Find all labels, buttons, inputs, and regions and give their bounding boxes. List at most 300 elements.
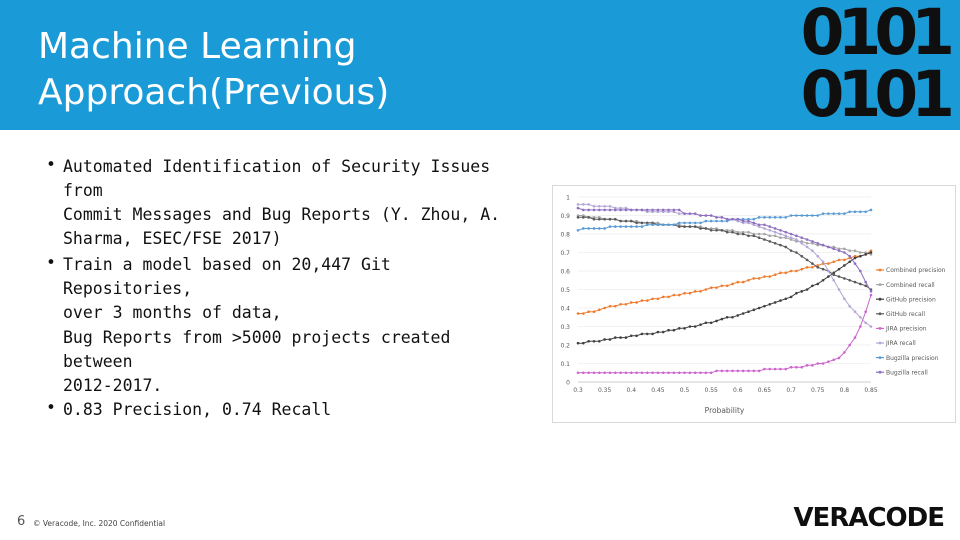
data-point bbox=[737, 281, 740, 284]
data-point bbox=[848, 305, 851, 308]
legend-marker bbox=[879, 327, 882, 330]
data-point bbox=[630, 334, 633, 337]
data-point bbox=[742, 220, 745, 223]
series-line bbox=[578, 251, 871, 314]
data-point bbox=[646, 371, 649, 374]
data-point bbox=[721, 318, 724, 321]
data-point bbox=[864, 281, 867, 284]
data-point bbox=[699, 222, 702, 225]
data-point bbox=[763, 227, 766, 230]
data-point bbox=[790, 270, 793, 273]
data-point bbox=[811, 240, 814, 243]
series-line bbox=[578, 295, 871, 373]
data-point bbox=[657, 209, 660, 212]
data-point bbox=[800, 268, 803, 271]
bullet-marker: • bbox=[46, 155, 56, 174]
data-point bbox=[694, 212, 697, 215]
data-point bbox=[758, 223, 761, 226]
data-point bbox=[811, 214, 814, 217]
data-point bbox=[779, 244, 782, 247]
series-line bbox=[578, 253, 871, 344]
data-point bbox=[870, 294, 873, 297]
data-point bbox=[774, 242, 777, 245]
copyright-text: © Veracode, Inc. 2020 Confidential bbox=[33, 519, 166, 528]
data-point bbox=[710, 371, 713, 374]
data-point bbox=[758, 233, 761, 236]
data-point bbox=[609, 305, 612, 308]
data-point bbox=[625, 209, 628, 212]
data-point bbox=[630, 225, 633, 228]
data-point bbox=[614, 209, 617, 212]
data-point bbox=[790, 233, 793, 236]
data-point bbox=[753, 222, 756, 225]
data-point bbox=[699, 371, 702, 374]
y-axis-ticks bbox=[560, 195, 570, 387]
data-point bbox=[859, 255, 862, 258]
data-point bbox=[790, 296, 793, 299]
data-point bbox=[864, 310, 867, 313]
data-point bbox=[859, 211, 862, 214]
y-tick-label: 0.6 bbox=[560, 268, 570, 276]
x-tick-label: 0.35 bbox=[597, 387, 612, 394]
data-point bbox=[694, 225, 697, 228]
data-point bbox=[710, 220, 713, 223]
data-point bbox=[843, 259, 846, 262]
data-point bbox=[731, 370, 734, 373]
data-point bbox=[806, 364, 809, 367]
x-tick-label: 0.45 bbox=[651, 387, 665, 394]
data-point bbox=[790, 236, 793, 239]
data-point bbox=[619, 303, 622, 306]
data-point bbox=[747, 279, 750, 282]
legend-label: Combined precision bbox=[886, 267, 946, 275]
data-point bbox=[678, 212, 681, 215]
data-point bbox=[614, 305, 617, 308]
data-point bbox=[822, 268, 825, 271]
data-point bbox=[651, 371, 654, 374]
legend-marker bbox=[879, 371, 882, 374]
bullet-text: 0.83 Precision, 0.74 Recall bbox=[63, 400, 332, 419]
data-point bbox=[641, 371, 644, 374]
y-tick-label: 1 bbox=[566, 194, 570, 202]
data-point bbox=[705, 220, 708, 223]
data-point bbox=[784, 246, 787, 249]
legend-label: Bugzilla recall bbox=[886, 369, 928, 377]
data-point bbox=[854, 281, 857, 284]
data-point bbox=[598, 209, 601, 212]
data-point bbox=[784, 235, 787, 238]
data-point bbox=[641, 299, 644, 302]
data-point bbox=[609, 371, 612, 374]
chart-svg bbox=[553, 186, 955, 422]
data-point bbox=[763, 216, 766, 219]
data-point bbox=[795, 214, 798, 217]
series-line bbox=[578, 217, 871, 289]
data-point bbox=[747, 235, 750, 238]
legend-marker bbox=[879, 342, 882, 345]
data-point bbox=[753, 370, 756, 373]
data-point bbox=[641, 222, 644, 225]
data-point bbox=[582, 216, 585, 219]
y-tick-label: 0.8 bbox=[560, 231, 570, 239]
data-point bbox=[667, 223, 670, 226]
data-point bbox=[715, 229, 718, 232]
data-point bbox=[822, 260, 825, 263]
data-point bbox=[715, 320, 718, 323]
legend-label: JIRA precision bbox=[886, 325, 927, 333]
data-point bbox=[843, 264, 846, 267]
data-point bbox=[774, 227, 777, 230]
data-point bbox=[838, 259, 841, 262]
data-point bbox=[726, 218, 729, 221]
data-point bbox=[742, 312, 745, 315]
data-point bbox=[774, 231, 777, 234]
data-point bbox=[614, 225, 617, 228]
bullet-text: Train a model based on 20,447 Git Repositories, over 3 months of data, bbox=[63, 255, 391, 322]
y-tick-label: 0.5 bbox=[560, 287, 570, 294]
data-point bbox=[609, 205, 612, 208]
data-point bbox=[667, 329, 670, 332]
data-point bbox=[832, 248, 835, 251]
data-point bbox=[822, 212, 825, 215]
data-point bbox=[662, 209, 665, 212]
series-line bbox=[578, 208, 871, 291]
data-point bbox=[854, 211, 857, 214]
data-point bbox=[800, 236, 803, 239]
precision-recall-chart bbox=[552, 185, 956, 423]
data-point bbox=[800, 214, 803, 217]
data-point bbox=[790, 249, 793, 252]
bullet-item bbox=[48, 253, 528, 325]
x-tick-label: 0.55 bbox=[704, 387, 718, 394]
data-point bbox=[587, 203, 590, 206]
data-point bbox=[683, 371, 686, 374]
data-point bbox=[816, 362, 819, 365]
data-point bbox=[779, 299, 782, 302]
data-point bbox=[625, 220, 628, 223]
data-point bbox=[726, 231, 729, 234]
data-point bbox=[779, 233, 782, 236]
data-point bbox=[694, 325, 697, 328]
data-point bbox=[619, 220, 622, 223]
data-point bbox=[779, 236, 782, 239]
data-point bbox=[641, 225, 644, 228]
x-tick-label: 0.75 bbox=[811, 387, 825, 394]
data-point bbox=[731, 218, 734, 221]
data-point bbox=[593, 310, 596, 313]
data-point bbox=[587, 227, 590, 230]
data-point bbox=[827, 246, 830, 249]
y-tick-label: 0 bbox=[566, 379, 570, 387]
data-point bbox=[683, 222, 686, 225]
data-point bbox=[582, 371, 585, 374]
data-point bbox=[763, 233, 766, 236]
data-point bbox=[582, 312, 585, 315]
data-point bbox=[838, 275, 841, 278]
veracode-logo: VERACODE bbox=[793, 503, 944, 533]
legend-marker bbox=[879, 312, 882, 315]
data-point bbox=[630, 371, 633, 374]
data-point bbox=[710, 286, 713, 289]
series-combined-precision bbox=[577, 249, 873, 315]
data-point bbox=[662, 223, 665, 226]
data-point bbox=[593, 205, 596, 208]
data-point bbox=[737, 218, 740, 221]
data-point bbox=[710, 214, 713, 217]
binary-graphic: 0101 0101 bbox=[800, 0, 948, 131]
data-point bbox=[667, 209, 670, 212]
data-point bbox=[667, 296, 670, 299]
y-tick-label: 0.1 bbox=[560, 361, 570, 368]
data-point bbox=[694, 222, 697, 225]
data-point bbox=[763, 368, 766, 371]
data-point bbox=[806, 266, 809, 269]
data-point bbox=[683, 327, 686, 330]
data-point bbox=[673, 371, 676, 374]
data-point bbox=[710, 229, 713, 232]
data-point bbox=[603, 227, 606, 230]
data-point bbox=[737, 233, 740, 236]
data-point bbox=[843, 248, 846, 251]
data-point bbox=[625, 336, 628, 339]
data-point bbox=[593, 371, 596, 374]
data-point bbox=[646, 333, 649, 336]
data-point bbox=[795, 366, 798, 369]
data-point bbox=[689, 222, 692, 225]
data-point bbox=[630, 301, 633, 304]
data-point bbox=[646, 299, 649, 302]
data-point bbox=[737, 370, 740, 373]
data-point bbox=[859, 325, 862, 328]
bullet-item bbox=[48, 326, 528, 398]
data-point bbox=[843, 277, 846, 280]
data-point bbox=[768, 235, 771, 238]
data-point bbox=[635, 371, 638, 374]
data-point bbox=[673, 329, 676, 332]
data-point bbox=[603, 307, 606, 310]
data-point bbox=[646, 223, 649, 226]
data-point bbox=[864, 285, 867, 288]
data-point bbox=[784, 216, 787, 219]
data-point bbox=[731, 316, 734, 319]
data-point bbox=[593, 218, 596, 221]
data-point bbox=[870, 325, 873, 328]
data-point bbox=[689, 325, 692, 328]
data-point bbox=[843, 251, 846, 254]
data-point bbox=[689, 292, 692, 295]
data-point bbox=[800, 242, 803, 245]
data-point bbox=[683, 225, 686, 228]
data-point bbox=[827, 275, 830, 278]
data-point bbox=[582, 209, 585, 212]
data-point bbox=[864, 211, 867, 214]
data-point bbox=[811, 249, 814, 252]
x-axis-label: Probability bbox=[704, 406, 745, 415]
data-point bbox=[848, 249, 851, 252]
data-point bbox=[635, 334, 638, 337]
data-point bbox=[635, 225, 638, 228]
data-point bbox=[593, 227, 596, 230]
data-point bbox=[710, 322, 713, 325]
data-point bbox=[705, 214, 708, 217]
data-point bbox=[587, 310, 590, 313]
data-point bbox=[662, 296, 665, 299]
data-point bbox=[657, 223, 660, 226]
data-point bbox=[832, 273, 835, 276]
data-point bbox=[848, 260, 851, 263]
data-point bbox=[806, 288, 809, 291]
title-banner bbox=[0, 0, 960, 130]
x-axis-ticks bbox=[573, 387, 878, 394]
data-point bbox=[694, 371, 697, 374]
data-point bbox=[603, 205, 606, 208]
data-point bbox=[742, 281, 745, 284]
data-point bbox=[705, 371, 708, 374]
data-point bbox=[598, 205, 601, 208]
data-point bbox=[667, 371, 670, 374]
data-point bbox=[598, 340, 601, 343]
data-point bbox=[582, 342, 585, 345]
data-point bbox=[603, 371, 606, 374]
data-point bbox=[657, 371, 660, 374]
data-point bbox=[619, 225, 622, 228]
y-tick-label: 0.3 bbox=[560, 324, 570, 331]
series-github-precision bbox=[577, 251, 873, 344]
legend-label: Combined recall bbox=[886, 281, 935, 289]
data-point bbox=[593, 209, 596, 212]
data-point bbox=[827, 212, 830, 215]
data-point bbox=[699, 214, 702, 217]
data-point bbox=[737, 314, 740, 317]
data-point bbox=[838, 249, 841, 252]
data-point bbox=[598, 218, 601, 221]
data-point bbox=[721, 370, 724, 373]
data-point bbox=[715, 370, 718, 373]
data-point bbox=[678, 371, 681, 374]
data-point bbox=[870, 290, 873, 293]
data-point bbox=[800, 290, 803, 293]
data-point bbox=[774, 216, 777, 219]
data-point bbox=[619, 336, 622, 339]
legend-label: GitHub precision bbox=[886, 296, 936, 304]
data-point bbox=[784, 368, 787, 371]
data-point bbox=[694, 290, 697, 293]
data-point bbox=[747, 310, 750, 313]
data-point bbox=[683, 292, 686, 295]
data-point bbox=[609, 209, 612, 212]
data-point bbox=[726, 370, 729, 373]
data-point bbox=[673, 209, 676, 212]
data-point bbox=[800, 366, 803, 369]
data-point bbox=[848, 344, 851, 347]
data-point bbox=[779, 368, 782, 371]
data-point bbox=[838, 212, 841, 215]
series-bugzilla-recall bbox=[577, 207, 873, 293]
data-point bbox=[774, 235, 777, 238]
y-tick-label: 0.4 bbox=[560, 305, 570, 313]
data-point bbox=[651, 333, 654, 336]
data-point bbox=[854, 336, 857, 339]
data-point bbox=[768, 303, 771, 306]
data-point bbox=[747, 231, 750, 234]
data-point bbox=[832, 260, 835, 263]
data-point bbox=[577, 207, 580, 210]
data-point bbox=[689, 371, 692, 374]
data-point bbox=[614, 371, 617, 374]
data-point bbox=[795, 238, 798, 241]
data-point bbox=[864, 322, 867, 325]
data-point bbox=[662, 371, 665, 374]
data-point bbox=[790, 214, 793, 217]
gridlines bbox=[578, 197, 871, 382]
data-point bbox=[651, 297, 654, 300]
data-point bbox=[758, 277, 761, 280]
data-point bbox=[779, 216, 782, 219]
data-point bbox=[790, 366, 793, 369]
data-point bbox=[811, 285, 814, 288]
data-point bbox=[848, 255, 851, 258]
legend-marker bbox=[879, 356, 882, 359]
data-point bbox=[625, 225, 628, 228]
data-point bbox=[774, 301, 777, 304]
data-point bbox=[758, 216, 761, 219]
data-point bbox=[577, 203, 580, 206]
data-point bbox=[742, 370, 745, 373]
data-point bbox=[806, 214, 809, 217]
data-point bbox=[582, 227, 585, 230]
data-point bbox=[795, 270, 798, 273]
data-point bbox=[678, 222, 681, 225]
bullet-item bbox=[48, 398, 528, 422]
data-point bbox=[699, 290, 702, 293]
data-point bbox=[598, 309, 601, 312]
data-point bbox=[721, 216, 724, 219]
data-point bbox=[795, 235, 798, 238]
x-tick-label: 0.6 bbox=[733, 387, 743, 394]
data-point bbox=[753, 218, 756, 221]
bullet-text: Bug Reports from >5000 projects created between 2012-2017. bbox=[63, 328, 451, 395]
data-point bbox=[614, 336, 617, 339]
data-point bbox=[854, 257, 857, 260]
data-point bbox=[864, 253, 867, 256]
data-point bbox=[822, 362, 825, 365]
data-point bbox=[779, 272, 782, 275]
data-point bbox=[641, 209, 644, 212]
data-point bbox=[859, 270, 862, 273]
data-point bbox=[784, 272, 787, 275]
x-tick-label: 0.7 bbox=[786, 387, 796, 394]
data-point bbox=[763, 223, 766, 226]
data-point bbox=[806, 238, 809, 241]
data-point bbox=[832, 212, 835, 215]
data-point bbox=[577, 342, 580, 345]
data-point bbox=[768, 275, 771, 278]
data-point bbox=[646, 209, 649, 212]
data-point bbox=[625, 303, 628, 306]
x-tick-label: 0.8 bbox=[839, 387, 850, 394]
bullet-text: Automated Identification of Security Issues from Commit Messages and Bug Reports (Y. Zhou, A. Sharma, ESEC/FSE 2017) bbox=[63, 157, 501, 248]
data-point bbox=[587, 371, 590, 374]
data-point bbox=[705, 322, 708, 325]
data-point bbox=[705, 227, 708, 230]
data-point bbox=[768, 240, 771, 243]
y-tick-label: 0.2 bbox=[560, 342, 570, 350]
legend bbox=[876, 267, 946, 376]
data-point bbox=[811, 266, 814, 269]
data-point bbox=[619, 371, 622, 374]
data-point bbox=[603, 338, 606, 341]
data-point bbox=[689, 212, 692, 215]
